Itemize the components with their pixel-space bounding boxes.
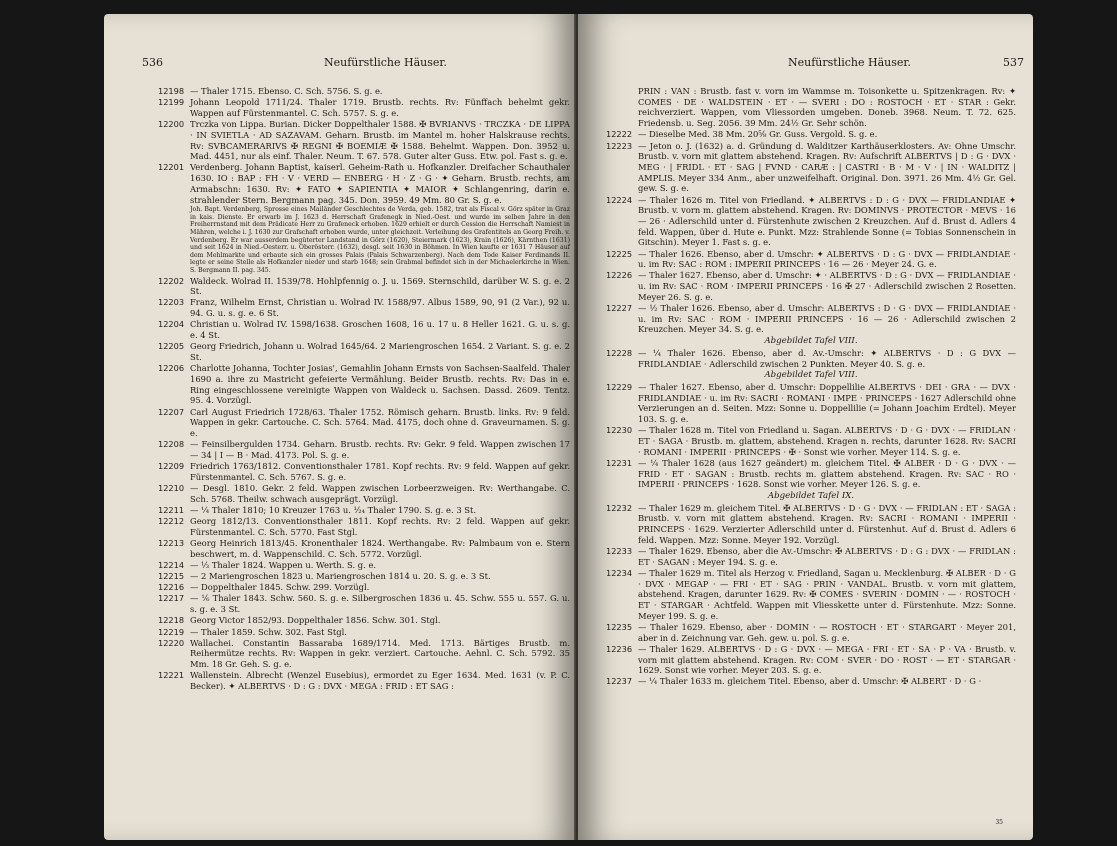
- catalog-entry: [606, 676, 1016, 687]
- catalog-entry: [158, 560, 570, 571]
- entry-number: 12208: [158, 439, 185, 450]
- catalog-entry: [158, 505, 570, 516]
- catalog-entry: [606, 546, 1016, 567]
- entry-number: 12217: [158, 593, 185, 604]
- entry-text: Charlotte Johanna, Tochter Josias', Gemahlin Johann Ernsts von Sachsen-Saalfeld. Thaler 1690 a. ihre zu Mastricht gefeierte Vermählung. Beider Brustb. rechts. Rv: Das in e. Ring eingeschlossene vereinigte Wappen von Waldeck u. Sachsen. Dassd. 2609. Tentz. 95. 4. Vorzügl.: [190, 363, 570, 406]
- entry-text: — Thaler 1626. Ebenso, aber d. Umschr: ✦ ALBERTVS · D : G · DVX — FRIDLANDIAE · u. im Rv: SAC : ROM : IMPERII PRINCEPS · 16 — 26 · Meyer 24. G. e.: [638, 248, 1016, 270]
- catalog-entry: [158, 86, 570, 97]
- entry-text: Wallenstein. Albrecht (Wenzel Eusebius), ermordet zu Eger 1634. Med. 1631 (v. P. C. Becker). ✦ ALBERTVS · D : G : DVX · MEGA : FRID : ET SAG :: [190, 670, 570, 692]
- entry-text: — ¼ Thaler 1810; 10 Kreuzer 1763 u. ¹⁄₂₄ Thaler 1790. S. g. e. 3 St.: [190, 504, 477, 515]
- entry-text: — ½ Thaler 1626. Ebenso, aber d. Umschr: ALBERTVS : D · G · DVX — FRIDLANDIAE · u. im Rv: SAC · ROM · IMPERII PRINCEPS · 16 — 26 · Adlerschild zwischen 2 Kreuzchen. Meyer 34. S. g. e.: [638, 303, 1016, 335]
- entry-text: — ⅙ Thaler 1843. Schw. 560. S. g. e. Silbergroschen 1836 u. 45. Schw. 555 u. 557. G. u. s. g. e. 3 St.: [190, 593, 570, 615]
- entry-text: Johann Leopold 1711/24. Thaler 1719. Brustb. rechts. Rv: Fünffach behelmt gekr. Wappen auf Fürstenmantel. C. Sch. 5757. S. g. e.: [190, 97, 570, 118]
- entry-number: 12213: [158, 537, 185, 548]
- catalog-entry: [158, 593, 570, 614]
- running-head-right: Neufürstliche Häuser.: [788, 56, 911, 69]
- entry-number: 12203: [158, 297, 185, 308]
- entry-number: 12214: [158, 559, 185, 570]
- entry-text: — ¼ Thaler 1628 (aus 1627 geändert) m. gleichem Titel. ✠ ALBER · D · G · DVX · — FRID · ET · SAGAN : Brustb. rechts m. glattem abstehend. Kragen. Rv: SAC · RO · IMPERII · PRINCEPS · 1628. Sonst wie vorher. Meyer 126. S. g. e.: [638, 457, 1016, 490]
- catalog-entry: [158, 97, 570, 118]
- catalog-entries-right: [606, 86, 1016, 688]
- entry-text: PRIN : VAN : Brustb. fast v. vorn im Wammse m. Toisonkette u. Spitzenkragen. Rv: ✦ COMES · DE · WALDSTEIN · ET · — SVERI : DO : ROSTOCH · ET · STAR : Gekr. reichverziert. Wappen, vom Vliessorden umgeben. Doneb. 3968. Neum. T. 72. 625. Friedensb. u. Seg. 2056. 39 Mm. 24½ Gr. Sehr schön.: [638, 86, 1016, 129]
- entry-number: 12221: [158, 670, 185, 681]
- page-number-left: 536: [142, 56, 163, 69]
- catalog-entry: [606, 382, 1016, 425]
- catalog-entry: [158, 319, 570, 340]
- catalog-entry: [158, 119, 570, 162]
- entry-text: Waldeck. Wolrad II. 1539/78. Hohlpfennig o. J. u. 1569. Sternschild, darüber W. S. g. e. 2 St.: [190, 275, 570, 297]
- entry-number: 12215: [158, 571, 185, 582]
- catalog-entry: [158, 670, 570, 691]
- entry-number: 12237: [606, 676, 633, 687]
- catalog-entry: [606, 568, 1016, 622]
- entry-text: Wallachei. Constantin Bassaraba 1689/1714. Med. 1713. Bärtiges Brustb. m. Reihermütze rechts. Rv: Wappen in gekr. verziert. Cartouche. Aehnl. C. Sch. 5792. 35 Mm. 18 Gr. Geh. S. g. e.: [190, 637, 570, 670]
- entry-text: — Thaler 1629. Ebenso, aber die Av.-Umschr: ✠ ALBERTVS · D : G : DVX · — FRIDLAN : ET · SAGAN : Meyer 194. S. g. e.: [638, 546, 1016, 567]
- catalog-entry: [606, 303, 1016, 335]
- entry-number: 12201: [158, 162, 185, 173]
- entry-text: — Desgl. 1810. Gekr. 2 feld. Wappen zwischen Lorbeerzweigen. Rv: Werthangabe. C. Sch. 5768. Theilw. schwach ausgeprägt. Vorzügl.: [190, 482, 570, 504]
- entry-text: Trczka von Lippa. Burian. Dicker Doppelthaler 1588. ✠ BVRIANVS · TRCZKA · DE LIPPA · IN SVIETLA · AD SAZAVAM. Geharn. Brustb. im Mantel m. hoher Halskrause rechts. Rv: SVBCAMERARIVS ✠ REGNI ✠ BOEMIÆ ✠ 1588. Behelmt. Wappen. Don. 3952 u. Mad. 4451, nur als einf. Thaler. Neum. T. 67. 578. Guter alter Guss. Etw. pol. Fast s. g. e.: [190, 119, 570, 162]
- catalog-entry: [606, 622, 1016, 643]
- catalog-entry: [606, 503, 1016, 546]
- entry-number: 12234: [606, 567, 633, 578]
- catalog-entries-left: [158, 86, 570, 692]
- entry-footnote: Joh. Bapt. Verdenberg, Sprosse eines Mailänder Geschlechtes de Verda, geb. 1582, trat als Fiscal v. Görz später in Graz in kais. Dienste. Er erwarb im J. 1623 d. Herrschaft Grafenegk in Nied.-Oest. und wurde im selben Jahre in den Freiherrnstand mit dem Prädicate Herr zu Grafeneck erhoben. 1629 erhielt er durch Cession die Herrschaft Namiest in Mähren, welche i. J. 1630 zur Grafschaft erhoben wurde, unter gleichzeit. Verleihung des Grafentitels an Georg Freih. v. Verdenberg. Er war ausserdem begüterter Landstand in Görz (1620), Steiermark (1623), Krain (1626), Kärnthen (1631) und seit 1624 in Nied.-Oesterr. u. Oberösterr. (1632), desgl. seit 1630 in Böhmen. In Wien kaufte er 1631 7 Häuser auf dem Mehlmarkte und erbaute sich ein grosses Palais (Palais Schwarzenberg). Nach dem Tode Kaiser Ferdinands II. legte er seine Stelle als Hofkanzler nieder und starb 1648; sein Grabmal befindet sich in der Michaelerkirche in Wien. S. Bergmann II. pag. 345.: [190, 206, 570, 274]
- plate-caption: Abgebildet Tafel VIII.: [764, 370, 858, 381]
- catalog-entry: [158, 571, 570, 582]
- catalog-entry: [158, 297, 570, 318]
- catalog-entry: [606, 249, 1016, 270]
- entry-number: 12207: [158, 406, 185, 417]
- entry-text: Franz, Wilhelm Ernst, Christian u. Wolrad IV. 1588/97. Albus 1589, 90, 91 (2 Var.), 92 u. 94. G. u. s. g. e. 6 St.: [190, 297, 570, 319]
- entry-text: Georg Victor 1852/93. Doppelthaler 1856. Schw. 301. Stgl.: [190, 615, 441, 626]
- right-page: [578, 14, 1033, 840]
- catalog-entry: [606, 458, 1016, 490]
- catalog-entry: [158, 439, 570, 460]
- entry-number: 12227: [606, 303, 633, 314]
- catalog-entry: [158, 516, 570, 537]
- catalog-entry: [158, 638, 570, 670]
- catalog-entry: [158, 538, 570, 559]
- entry-text: — Thaler 1715. Ebenso. C. Sch. 5756. S. g. e.: [190, 86, 383, 96]
- entry-text: Christian u. Wolrad IV. 1598/1638. Groschen 1608, 16 u. 17 u. 8 Heller 1621. G. u. s. g. e. 4 St.: [190, 319, 570, 341]
- entry-text: — Thaler 1629 m. Titel als Herzog v. Friedland, Sagan u. Mecklenburg. ✠ ALBER · D · G · DVX · MEGAP · — FRI · ET · SAG · PRIN · VANDAL. Brustb. v. vorn mit glattem, abstehend. Kragen, darunter 1629. Rv: ✠ COMES · SVERIN · DOMIN · — · ROSTOCH · ET · STARGAR · Achtfeld. Wappen mit Vliesskette unter d. Fürstenhute. Mzz: Sonne. Meyer 199. S. g. e.: [638, 567, 1016, 621]
- running-head-left: Neufürstliche Häuser.: [324, 56, 447, 69]
- entry-number: 12225: [606, 248, 633, 259]
- entry-text: — Thaler 1628 m. Titel von Friedland u. Sagan. ALBERTVS · D · G · DVX · — FRIDLAN · ET · SAGA · Brustb. m. glattem, abstehend. Kragen n. rechts, darunter 1628. Rv: SACRI · ROMANI · IMPERII · PRINCEPS · ✠ · Sonst wie vorher. Meyer 114. S. g. e.: [638, 425, 1016, 457]
- entry-number: 12226: [606, 270, 633, 281]
- entry-text: — Feinsilbergulden 1734. Geharn. Brustb. rechts. Rv: Gekr. 9 feld. Wappen zwischen 17 — 34 | I — B · Mad. 4173. Pol. S. g. e.: [190, 439, 570, 460]
- entry-text: Georg 1812/13. Conventionsthaler 1811. Kopf rechts. Rv: 2 feld. Wappen auf gekr. Fürstenmantel. C. Sch. 5770. Fast Stgl.: [190, 516, 570, 537]
- entry-number: 12198: [158, 86, 185, 96]
- catalog-entry: [158, 461, 570, 482]
- catalog-entry: [158, 341, 570, 362]
- catalog-entry: [606, 425, 1016, 457]
- entry-text: — ¼ Thaler 1626. Ebenso, aber d. Av.-Umschr: ✦ ALBERTVS · D : G DVX — FRIDLANDIAE · Adlerschild zwischen 2 Punkten. Meyer 40. S. g. e.: [638, 347, 1016, 369]
- entry-number: 12206: [158, 363, 185, 374]
- entry-number: 12232: [606, 502, 633, 513]
- entry-text: — 2 Mariengroschen 1823 u. Mariengroschen 1814 u. 20. S. g. e. 3 St.: [190, 571, 491, 582]
- entry-text: — Jeton o. J. (1632) a. d. Gründung d. Walditzer Karthäuserklosters. Av: Ohne Umschr. Brustb. v. vorn mit glattem abstehend. Kragen. Rv: Aufschrift ALBERTVS | D : G · DVX · MEG · | FRIDL · ET · SAG | FVND · CARÆ : | CASTRI · B · M · V · | IN · WALDITZ | AMPLIS. Meyer 334 Anm., aber unzweifelhaft. Original. Don. 3971. 26 Mm. 4½ Gr. Gel. gew. S. g. e.: [638, 140, 1016, 194]
- continued-entry: [606, 86, 1016, 129]
- catalog-entry: [158, 582, 570, 593]
- entry-number: 12229: [606, 381, 633, 392]
- entry-number: 12216: [158, 582, 185, 593]
- entry-text: — Doppelthaler 1845. Schw. 299. Vorzügl.: [190, 582, 370, 593]
- entry-text: Georg Friedrich, Johann u. Wolrad 1645/64. 2 Mariengroschen 1654. 2 Variant. S. g. e. 2 St.: [190, 341, 570, 362]
- entry-text: Georg Heinrich 1813/45. Kronenthaler 1824. Werthangabe. Rv: Palmbaum von e. Stern beschwert, m. d. Wappenschild. C. Sch. 5772. Vorzügl.: [190, 537, 570, 559]
- entry-number: 12236: [606, 643, 633, 654]
- entry-number: 12202: [158, 275, 185, 286]
- entry-text: — ⅓ Thaler 1824. Wappen u. Werth. S. g. e.: [190, 559, 377, 570]
- entry-number: 12212: [158, 516, 185, 527]
- entry-number: 12199: [158, 97, 185, 108]
- catalog-entry: [606, 141, 1016, 195]
- catalog-entry: [606, 195, 1016, 249]
- entry-number: 12233: [606, 546, 633, 557]
- entry-text: — Thaler 1629. Ebenso, aber · DOMIN · — ROSTOCH · ET · STARGART · Meyer 201, aber in d. Zeichnung var. Geh. gew. u. pol. S. g. e.: [638, 621, 1016, 643]
- entry-number: 12220: [158, 637, 185, 648]
- catalog-entry: [158, 483, 570, 504]
- entry-number: 12204: [158, 319, 185, 330]
- catalog-entry: [606, 644, 1016, 676]
- entry-text: — Thaler 1859. Schw. 302. Fast Stgl.: [190, 626, 347, 637]
- entry-number: 12235: [606, 621, 633, 632]
- entry-text: — Dieselbe Med. 38 Mm. 20⅝ Gr. Guss. Vergold. S. g. e.: [638, 129, 878, 140]
- entry-number: 12210: [158, 482, 185, 493]
- entry-text: Friedrich 1763/1812. Conventionsthaler 1781. Kopf rechts. Rv: 9 feld. Wappen auf gekr. Fürstenmantel. C. Sch. 5767. S. g. e.: [190, 461, 570, 482]
- entry-number: 12230: [606, 425, 633, 436]
- entry-number: 12223: [606, 140, 633, 151]
- catalog-entry: [606, 270, 1016, 302]
- catalog-entry: [158, 363, 570, 406]
- entry-text: — Thaler 1627. Ebenso, aber d. Umschr: ✦ · ALBERTVS · D : G · DVX — FRIDLANDIAE · u. im Rv: SAC · ROM · IMPERII PRINCEPS · 16 ✠ 27 · Adlerschild zwischen 2 Rosetten. Meyer 26. S. g. e.: [638, 270, 1016, 302]
- catalog-entry: [158, 276, 570, 297]
- entry-text: — ¼ Thaler 1633 m. gleichem Titel. Ebenso, aber d. Umschr: ✠ ALBERT · D · G ·: [638, 676, 982, 687]
- catalog-entry: [606, 348, 1016, 369]
- catalog-entry: [158, 162, 570, 205]
- entry-number: 12219: [158, 626, 185, 637]
- entry-text: Verdenberg. Johann Baptist, kaiserl. Geheim-Rath u. Hofkanzler. Dreifacher Schauthaler 1630. IO : BAP : FH · V · VERD — ENBERG · H · Z · G · ✦ Geharn. Brustb. rechts, am Armabschn: 1630. Rv: ✦ FATO ✦ SAPIENTIA ✦ MAIOR ✦ Schlangenring, darin e. strahlender Stern. Bergmann pag. 345. Don. 3959. 49 Mm. 80 Gr. S. g. e.: [190, 162, 570, 205]
- entry-number: 12228: [606, 347, 633, 358]
- entry-text: — Thaler 1627. Ebenso, aber d. Umschr: Doppellilie ALBERTVS · DEI · GRA · — DVX · FRIDLANDIAE · u. im Rv: SACRI · ROMANI · IMPE · PRINCEPS · 1627 Adlerschild ohne Verzierungen an d. Seiten. Mzz: Sonne u. Doppellilie (= Johann Joachim Erdtel). Meyer 103. S. g. e.: [638, 381, 1016, 425]
- plate-caption: Abgebildet Tafel VIII.: [764, 336, 858, 347]
- signature-mark: 35: [995, 819, 1003, 826]
- entry-number: 12224: [606, 194, 633, 205]
- entry-number: 12205: [158, 341, 185, 352]
- entry-text: — Thaler 1629 m. gleichem Titel. ✠ ALBERTVS · D · G · DVX · — FRIDLAN : ET · SAGA : Brustb. v. vorn mit glattem abstehend. Kragen. Rv: SACRI · ROMANI · IMPERII · PRINCEPS · 1629. Verzierter Adlerschild unter d. Fürstenhut. Auf d. Brust d. Adlers 6 feld. Wappen. Mzz: Sonne. Meyer 192. Vorzügl.: [638, 502, 1016, 545]
- entry-number: 12200: [158, 119, 185, 130]
- entry-number: 12218: [158, 615, 185, 626]
- entry-number: 12222: [606, 129, 633, 140]
- entry-number: 12211: [158, 504, 185, 515]
- entry-text: — Thaler 1626 m. Titel von Friedland. ✦ ALBERTVS : D : G · DVX — FRIDLANDIAE ✦ Brustb. v. vorn m. glattem abstehend. Kragen. Rv: DOMINVS · PROTECTOR · MEVS · 16 — 26 · Adlerschild unter d. Fürstenhute zwischen 2 Kreuzchen. Auf d. Brust d. Adlers 4 feld. Wappen, über d. Hute e. Punkt. Mzz: Strahlende Sonne (= Tobias Sonnenschein in Gitschin). Meyer 1. Fast s. g. e.: [638, 194, 1016, 248]
- page-number-right: 537: [1003, 56, 1024, 69]
- entry-number: 12209: [158, 461, 185, 472]
- catalog-entry: [158, 407, 570, 439]
- catalog-entry: [606, 129, 1016, 140]
- catalog-entry: [158, 627, 570, 638]
- catalog-entry: [158, 615, 570, 626]
- entry-text: Carl August Friedrich 1728/63. Thaler 1752. Römisch geharn. Brustb. links. Rv: 9 feld. Wappen in gekr. Cartouche. C. Sch. 5764. Mad. 4175, doch ohne d. Graveurnamen. S. g. e.: [190, 406, 570, 438]
- entry-text: — Thaler 1629. ALBERTVS · D : G · DVX · — MEGA · FRI · ET · SA · P · VA · Brustb. v. vorn mit glattem abstehend. Kragen. Rv: COM · SVER · DO · ROST · — ET · STARGAR · 1629. Sonst wie vorher. Meyer 203. S. g. e.: [638, 643, 1016, 676]
- entry-number: 12231: [606, 457, 633, 468]
- plate-caption: Abgebildet Tafel IX.: [767, 491, 855, 502]
- left-page: [104, 14, 576, 840]
